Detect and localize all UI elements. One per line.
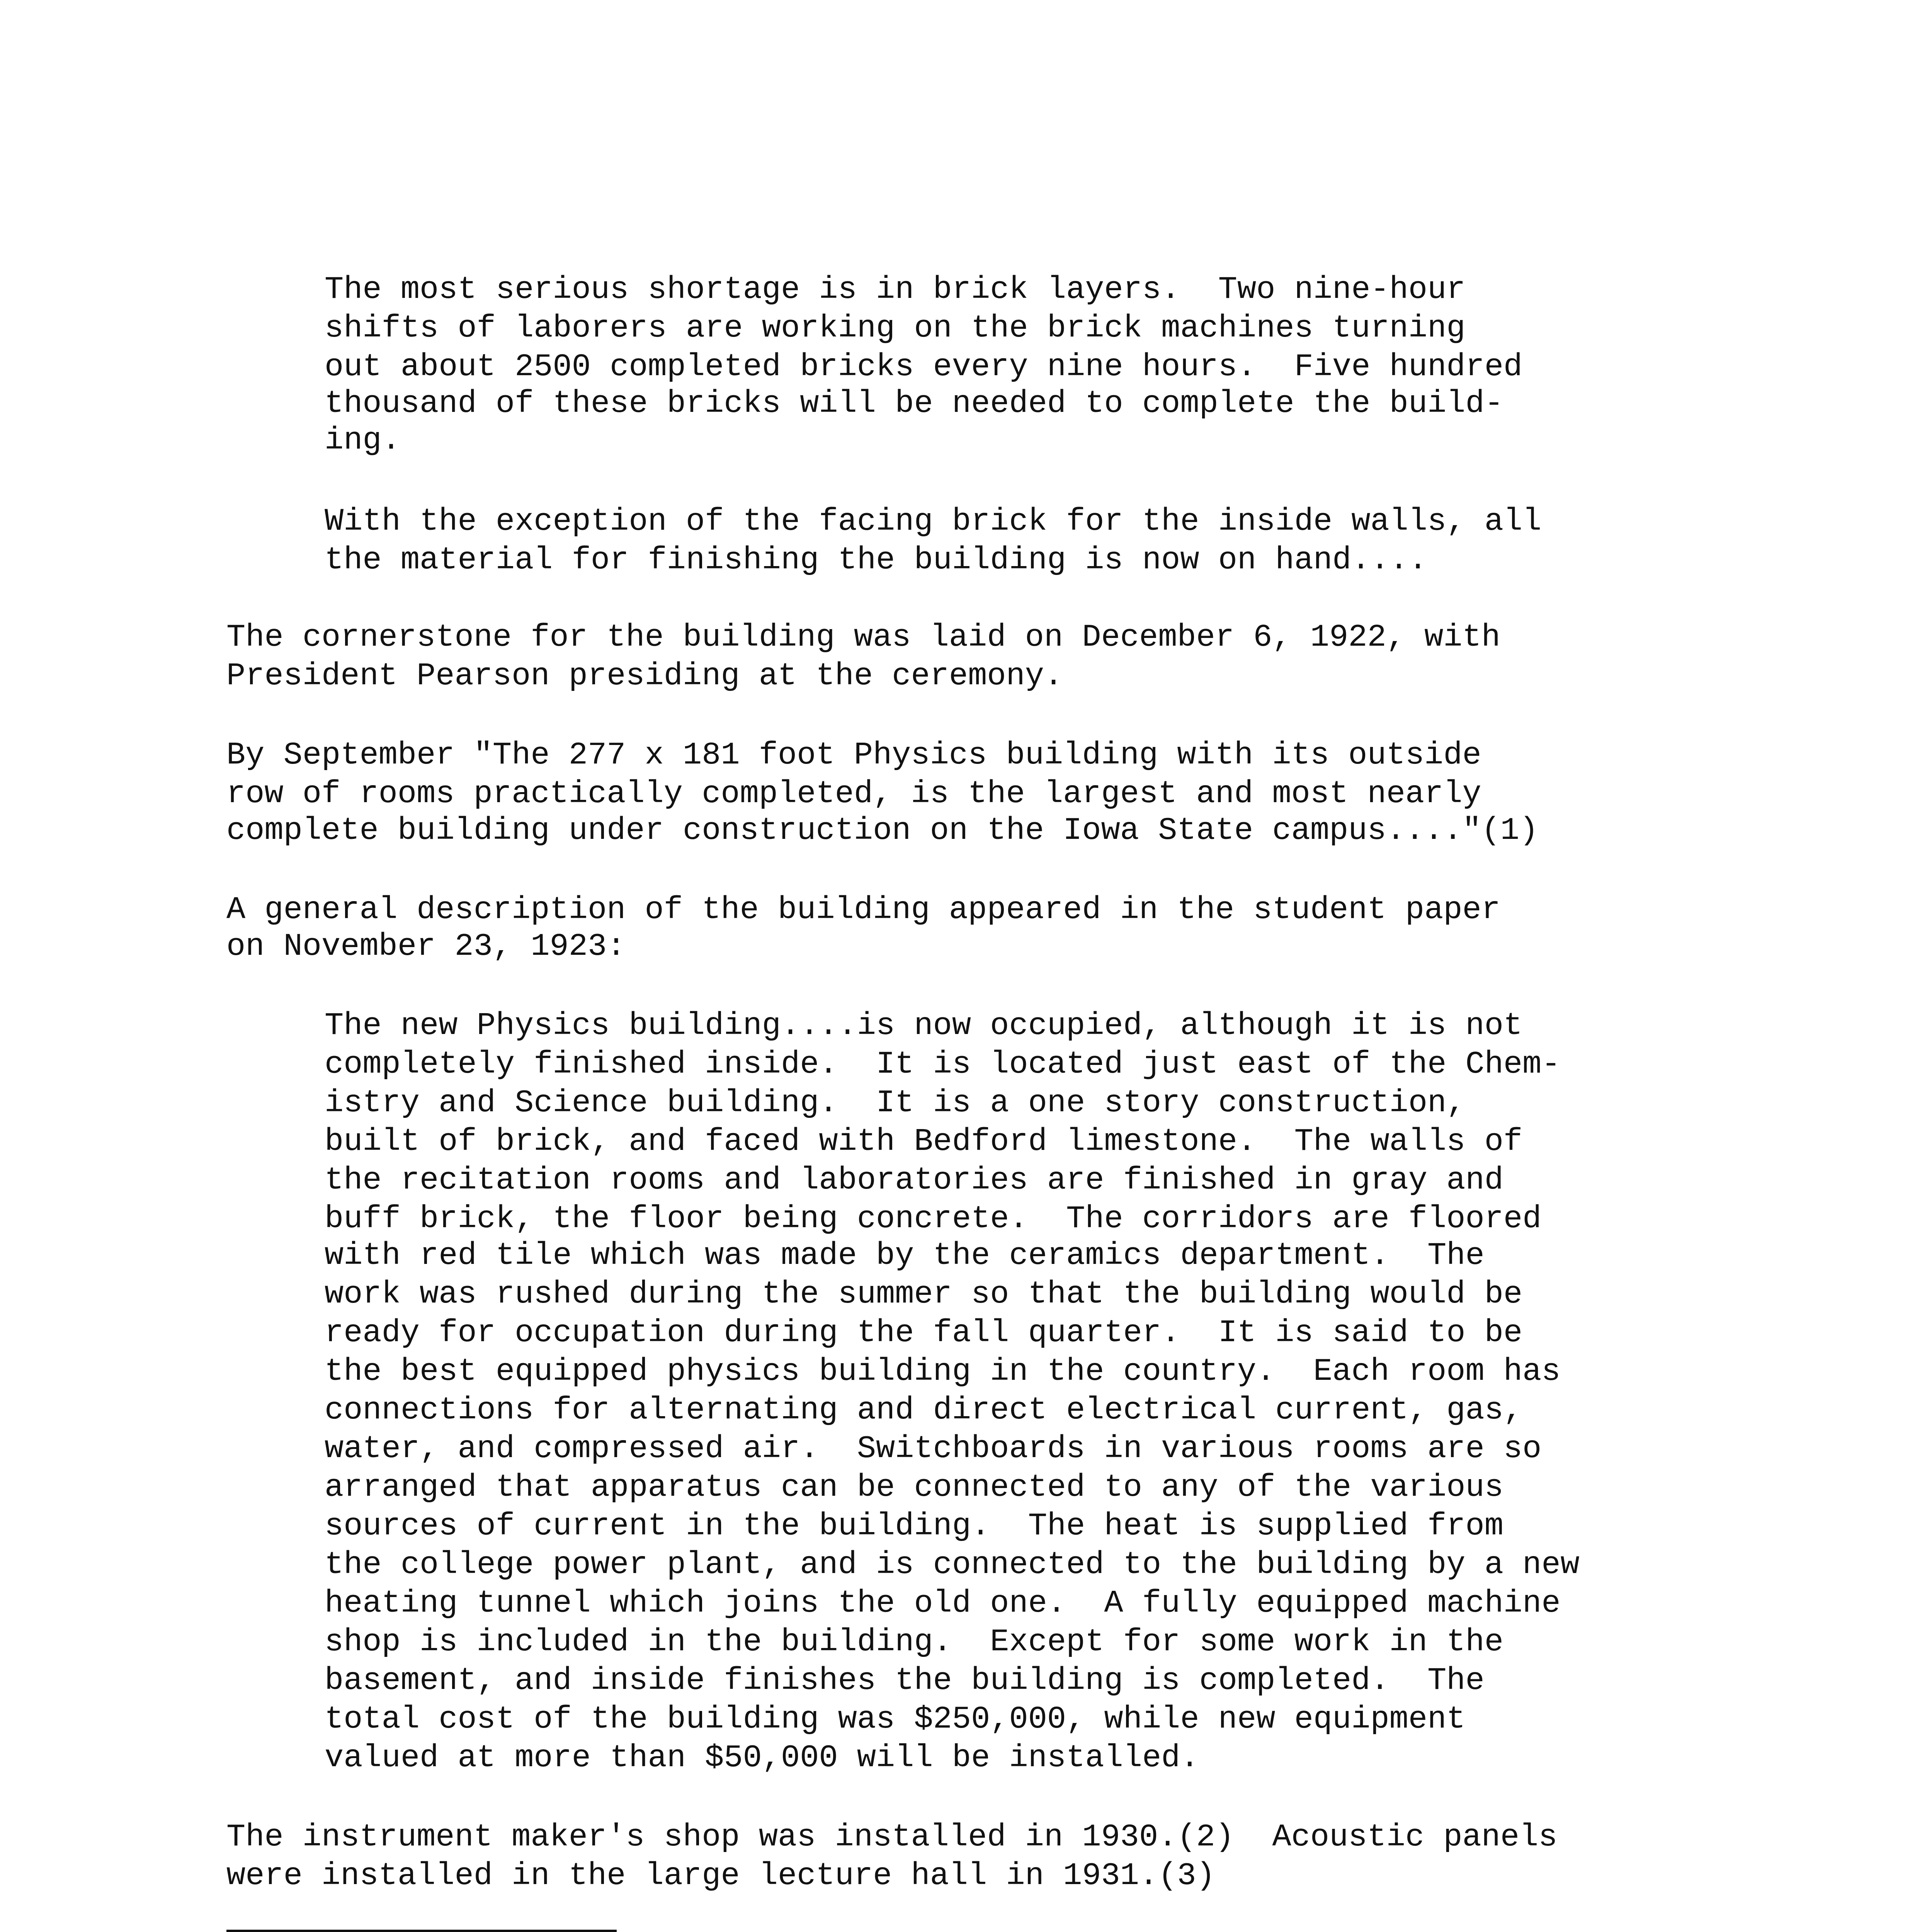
footnote-divider [226,1930,617,1932]
text-line: connections for alternating and direct electrical current, gas, [325,1392,1523,1428]
text-line: the material for finishing the building is now on hand.... [325,542,1428,578]
text-line: thousand of these bricks will be needed to complete the build- [325,386,1503,422]
text-line: President Pearson presiding at the ceremony. [226,658,1063,694]
text-line: A general description of the building appeared in the student paper [226,892,1500,928]
text-line: heating tunnel which joins the old one. A fully equipped machine [325,1585,1561,1621]
text-line: valued at more than $50,000 will be installed. [325,1740,1199,1776]
text-line: The instrument maker's shop was installed in 1930.(2) Acoustic panels [226,1819,1558,1855]
text-line: water, and compressed air. Switchboards in various rooms are so [325,1431,1542,1467]
text-line: The new Physics building....is now occupied, although it is not [325,1008,1523,1044]
text-line: complete building under construction on the Iowa State campus...."(1) [226,813,1539,849]
text-line: total cost of the building was $250,000, while new equipment [325,1701,1466,1737]
text-line: the college power plant, and is connected to the building by a new [325,1547,1580,1583]
text-line: arranged that apparatus can be connected to any of the various [325,1469,1503,1505]
text-line: istry and Science building. It is a one story construction, [325,1085,1466,1121]
text-line: completely finished inside. It is located just east of the Chem- [325,1046,1561,1082]
text-line: The cornerstone for the building was laid on December 6, 1922, with [226,619,1500,655]
text-line: work was rushed during the summer so that the building would be [325,1276,1523,1312]
text-line: By September "The 277 x 181 foot Physics building with its outside [226,737,1481,773]
text-line: row of rooms practically completed, is the largest and most nearly [226,776,1481,812]
text-line: the recitation rooms and laboratories are finished in gray and [325,1162,1503,1198]
text-line: built of brick, and faced with Bedford limestone. The walls of [325,1124,1523,1160]
text-line: shifts of laborers are working on the brick machines turning [325,310,1466,346]
text-line: The most serious shortage is in brick layers. Two nine-hour [325,272,1466,308]
text-line: ing. [325,422,401,458]
text-line: on November 23, 1923: [226,929,626,964]
text-line: ready for occupation during the fall quarter. It is said to be [325,1315,1523,1351]
text-line: sources of current in the building. The heat is supplied from [325,1508,1503,1544]
text-line: shop is included in the building. Except for some work in the [325,1624,1503,1660]
text-line: the best equipped physics building in the country. Each room has [325,1354,1561,1389]
text-line: out about 2500 completed bricks every nine hours. Five hundred [325,349,1523,385]
text-line: were installed in the large lecture hall in 1931.(3) [226,1858,1215,1894]
text-line: With the exception of the facing brick for the inside walls, all [325,503,1542,539]
text-line: basement, and inside finishes the building is completed. The [325,1663,1485,1699]
text-line: with red tile which was made by the ceramics department. The [325,1238,1485,1274]
text-line: buff brick, the floor being concrete. The corridors are floored [325,1201,1542,1237]
